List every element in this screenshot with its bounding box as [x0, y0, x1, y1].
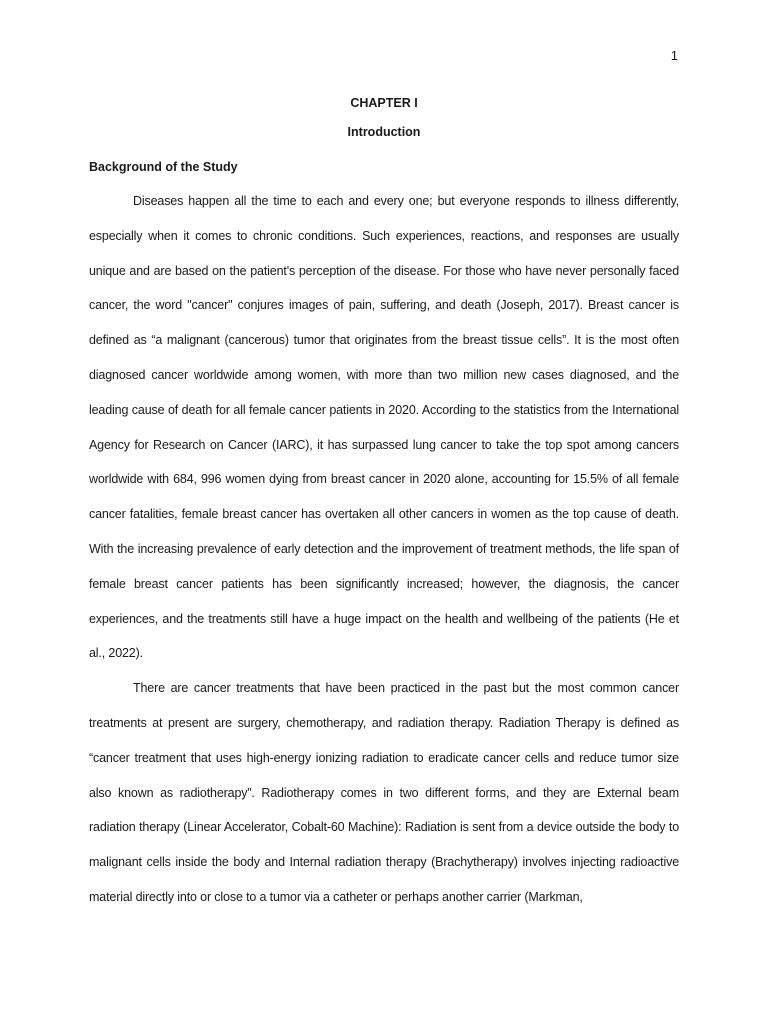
chapter-title: Introduction [347, 125, 421, 139]
paragraph-1: Diseases happen all the time to each and every one; but everyone responds to illness differently, especially when it comes to chronic conditions. Such experiences, reactions, and responses are usually unique and are based on the patient's perception of the disease. For those who have never personally faced cancer, the word "cancer" conjures images of pain, suffering, and death (Joseph, 2017). Breast cancer is defined as “a malignant (cancerous) tumor that originates from the breast tissue cells”. It is the most often diagnosed cancer worldwide among women, with more than two million new cases diagnosed, and the leading cause of death for all female cancer patients in 2020. According to the statistics from the International Agency for Research on Cancer (IARC), it has surpassed lung cancer to take the top spot among cancers worldwide with 684, 996 women dying from breast cancer in 2020 alone, accounting for 15.5% of all female cancer fatalities, female breast cancer has overtaken all other cancers in women as the top cause of death. With the increasing prevalence of early detection and the improvement of treatment methods, the life span of female breast cancer patients has been significantly increased; however, the diagnosis, the cancer experiences, and the treatments still have a huge impact on the health and wellbeing of the patients (He et al., 2022). [89, 194, 679, 661]
page-number: 1 [670, 48, 678, 63]
paragraph-2: There are cancer treatments that have been practiced in the past but the most common cancer treatments at present are surgery, chemotherapy, and radiation therapy. Radiation Therapy is defined as “cancer treatment that uses high-energy ionizing radiation to eradicate cancer cells and reduce tumor size also known as radiotherapy”. Radiotherapy comes in two different forms, and they are External beam radiation therapy (Linear Accelerator, Cobalt-60 Machine): Radiation is sent from a device outside the body to malignant cells inside the body and Internal radiation therapy (Brachytherapy) involves injecting radioactive material directly into or close to a tumor via a catheter or perhaps another carrier (Markman, [89, 681, 679, 904]
chapter-label: CHAPTER I [350, 96, 418, 110]
section-heading: Background of the Study [89, 160, 238, 174]
body-text [89, 184, 679, 915]
